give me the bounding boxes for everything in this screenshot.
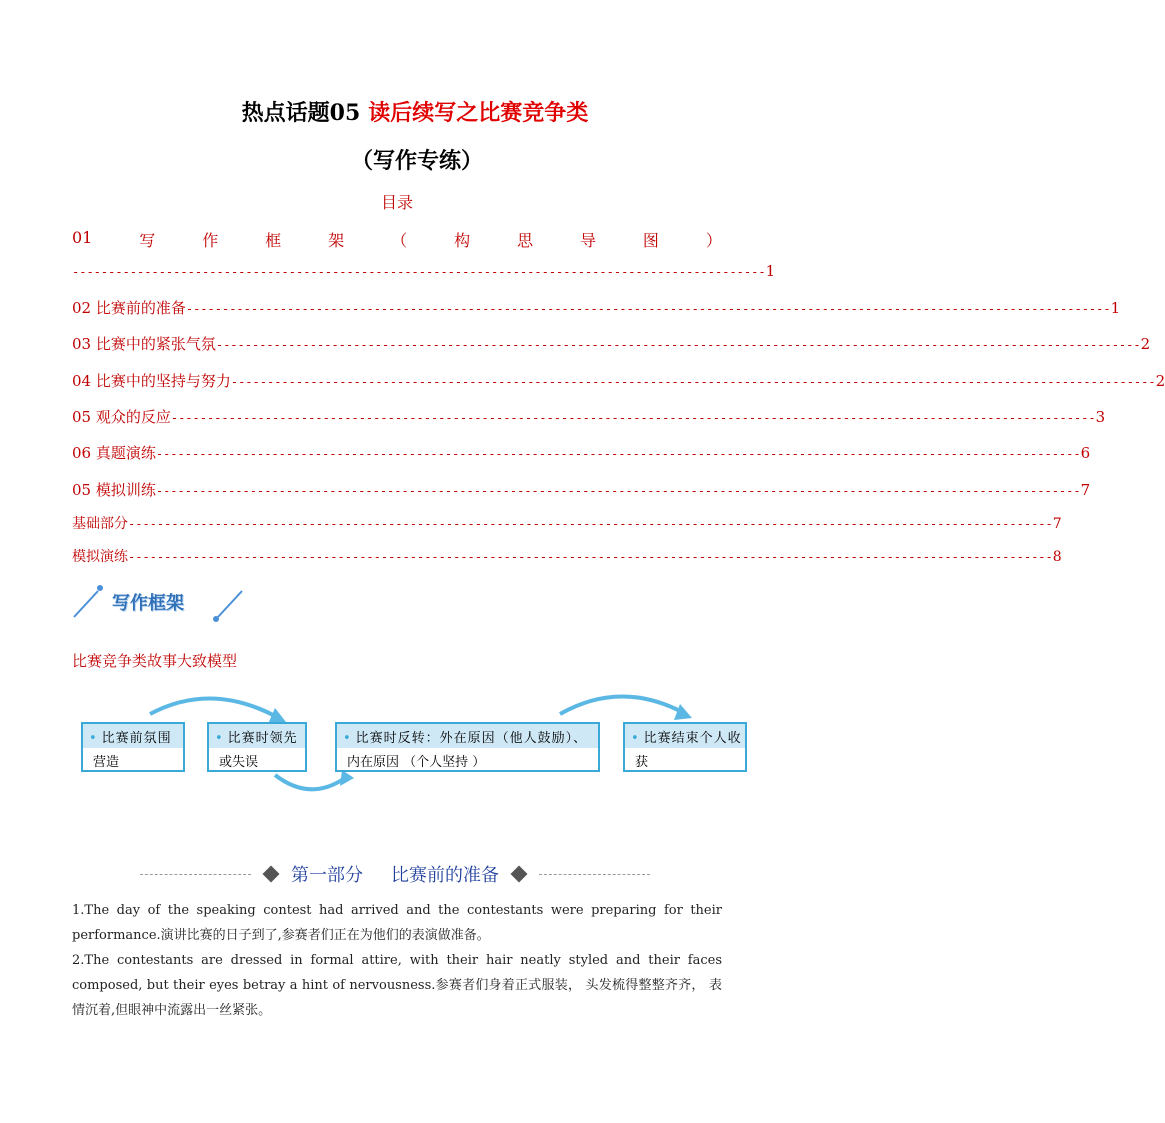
toc-item-label: 04 比赛中的坚持与努力 bbox=[72, 372, 231, 390]
paragraph: 2.The contestants are dressed in formal attire, with their hair neatly styled and their faces composed, but their eyes betray a hint of nervousness.参赛者们身着正式服装， 头发梳得整整齐齐， 表情沉着,但眼神中流露出一丝紧张。 bbox=[72, 953, 722, 1018]
toc-page-number: 1 bbox=[1110, 299, 1121, 317]
toc-01-part: 导 bbox=[579, 231, 596, 250]
divider bbox=[140, 874, 251, 875]
body-text bbox=[72, 898, 722, 1023]
diamond-icon bbox=[263, 866, 280, 883]
toc-01-part: （ bbox=[391, 231, 408, 250]
toc-item-label: 06 真题演练 bbox=[72, 444, 156, 462]
toc-01-part: 01 bbox=[72, 228, 93, 247]
title-red: 读后续写之比赛竞争类 bbox=[368, 100, 589, 126]
toc-01-part: 作 bbox=[202, 231, 219, 250]
toc-item[interactable] bbox=[72, 370, 1165, 391]
toc-item-label: 模拟演练 bbox=[72, 549, 128, 565]
toc-item[interactable] bbox=[72, 546, 1062, 566]
document-subtitle: （写作专练） bbox=[350, 148, 483, 174]
toc-item-label: 05 观众的反应 bbox=[72, 408, 171, 426]
toc-item-01-leader[interactable] bbox=[72, 262, 776, 280]
flow-step-title: • 比赛前氛围 bbox=[83, 724, 183, 748]
toc-01-part: 框 bbox=[265, 231, 282, 250]
toc-item[interactable] bbox=[72, 479, 1091, 500]
banner-label: 写作框架 bbox=[112, 593, 184, 614]
toc-dot-leader: -------------------------------------------------------------------------------------------------------------------------------- bbox=[128, 550, 1053, 564]
toc-dot-leader: -------------------------------------------------------------------------------------------------------------------------------- bbox=[155, 484, 1081, 498]
toc-page-number: 3 bbox=[1095, 408, 1106, 426]
flow-step-text: 或失误 bbox=[209, 748, 305, 770]
section-heading bbox=[140, 858, 650, 890]
flow-step-box bbox=[207, 722, 307, 772]
toc-page-number: 7 bbox=[1052, 516, 1062, 532]
title-black: 热点话题05 bbox=[241, 100, 361, 126]
toc-item-label: 03 比赛中的紧张气氛 bbox=[72, 335, 216, 353]
section-name: 比赛前的准备 bbox=[391, 865, 499, 886]
toc-item-label: 基础部分 bbox=[72, 516, 128, 532]
flow-step-title: • 比赛时领先 bbox=[209, 724, 305, 748]
toc-dot-leader: -------------------------------------------------------------------------------------------------------------------------------- bbox=[185, 302, 1111, 316]
flow-step-title: • 比赛时反转：外在原因（他人鼓励）、 bbox=[337, 724, 598, 748]
section-banner bbox=[70, 583, 250, 623]
toc-item-label: 05 模拟训练 bbox=[72, 481, 156, 499]
toc-page-number: 2 bbox=[1155, 372, 1165, 390]
toc-01-part: ） bbox=[705, 231, 722, 250]
section-part: 第一部分 bbox=[291, 865, 363, 886]
flow-step-box bbox=[623, 722, 747, 772]
toc-01-part: 写 bbox=[139, 231, 156, 250]
toc-heading: 目录 bbox=[380, 193, 413, 212]
toc-item-label: 02 比赛前的准备 bbox=[72, 299, 186, 317]
toc-page-number: 7 bbox=[1080, 481, 1091, 499]
document-title bbox=[0, 96, 794, 127]
flow-step-text: 获 bbox=[625, 748, 745, 770]
toc-01-part: 思 bbox=[517, 231, 534, 250]
toc-dot-leader: -------------------------------------------------------------------------------------------------------------------------------- bbox=[155, 447, 1081, 461]
toc-item[interactable] bbox=[72, 513, 1062, 533]
diamond-icon bbox=[511, 866, 528, 883]
toc-01-part: 图 bbox=[642, 231, 659, 250]
toc-item[interactable] bbox=[72, 333, 1151, 354]
flow-step-text: 营造 bbox=[83, 748, 183, 770]
toc-item-01[interactable] bbox=[72, 228, 722, 251]
flow-step-box bbox=[335, 722, 600, 772]
toc-page-number: 6 bbox=[1080, 444, 1091, 462]
flow-step-text: 内在原因 （个人坚持 ） bbox=[337, 748, 598, 770]
toc-01-part: 构 bbox=[454, 231, 471, 250]
toc-item[interactable] bbox=[72, 406, 1106, 427]
toc-page-number: 1 bbox=[765, 262, 776, 280]
toc-01-part: 架 bbox=[328, 231, 345, 250]
toc-dot-leader: -------------------------------------------------------------------------------------------------------------------------------- bbox=[215, 338, 1141, 352]
toc-dot-leader: -------------------------------------------------------------------------------------------------------------------------------- bbox=[170, 411, 1096, 425]
story-model-flowchart bbox=[60, 690, 760, 800]
paragraph: 1.The day of the speaking contest had arrived and the contestants were preparing for their performance.演讲比赛的日子到了,参赛者们正在为他们的表演做准备。 bbox=[72, 903, 722, 943]
toc-page-number: 8 bbox=[1052, 549, 1062, 565]
toc-item[interactable] bbox=[72, 442, 1091, 463]
toc-dot-leader: -------------------------------------------------------------------------------------------------------------------------------- bbox=[230, 375, 1156, 389]
toc-item[interactable] bbox=[72, 297, 1121, 318]
divider bbox=[539, 874, 650, 875]
model-label: 比赛竞争类故事大致模型 bbox=[72, 652, 238, 670]
flow-step-box bbox=[81, 722, 185, 772]
toc-dot-leader: ------------------------------------------------------------------------------------------------ bbox=[72, 265, 766, 279]
toc-page-number: 2 bbox=[1140, 335, 1151, 353]
flow-step-title: • 比赛结束个人收 bbox=[625, 724, 745, 748]
toc-dot-leader: -------------------------------------------------------------------------------------------------------------------------------- bbox=[128, 517, 1053, 531]
